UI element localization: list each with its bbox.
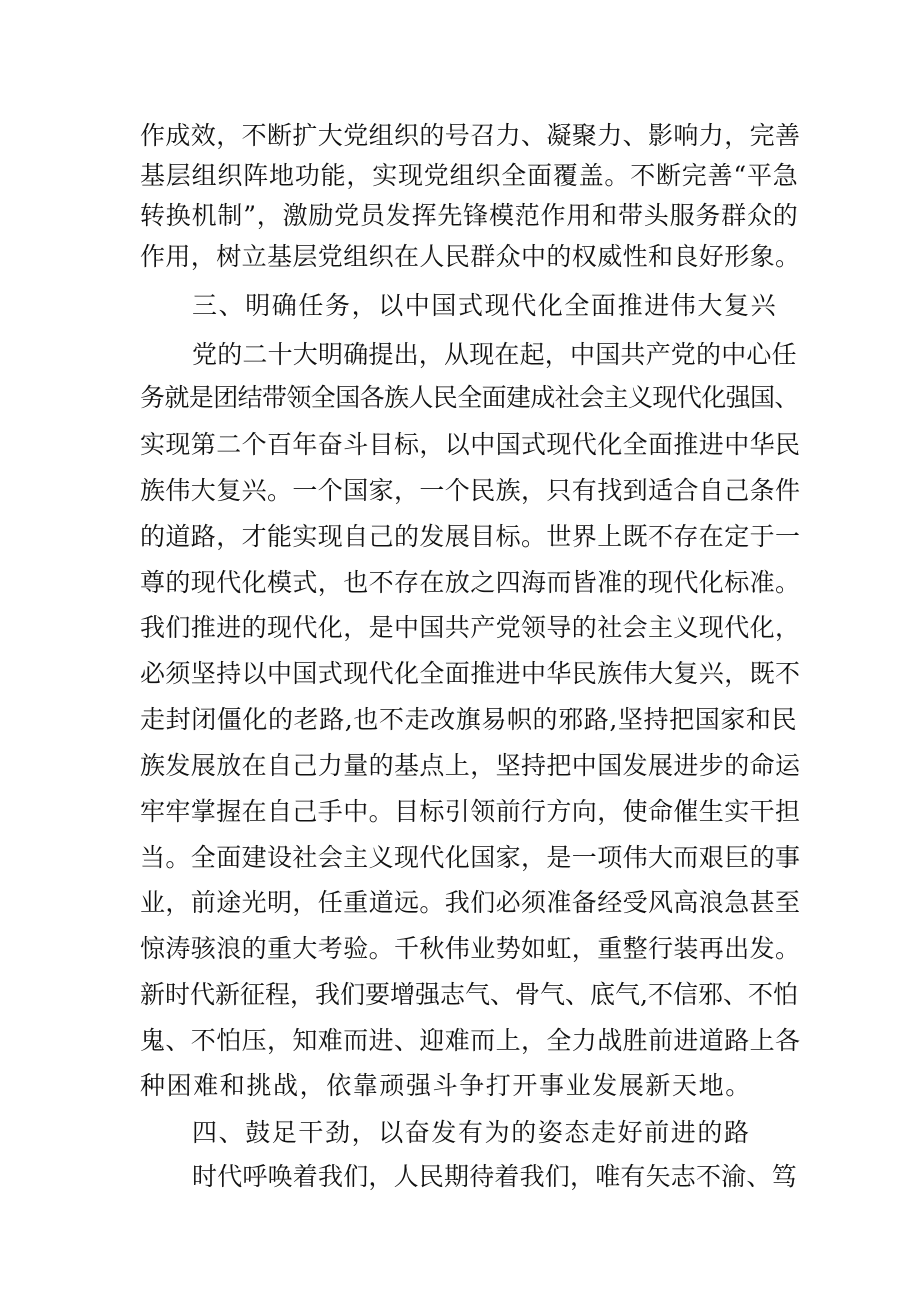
text-line: 族发展放在自己力量的基点上，坚持把中国发展进步的命运 xyxy=(140,751,801,780)
text-line: 时代呼唤着我们，人民期待着我们，唯有矢志不渝、笃 xyxy=(192,1162,797,1191)
text-line: 族伟大复兴。一个国家，一个民族，只有找到适合自己条件 xyxy=(140,476,801,505)
section-heading-4: 四、鼓足干劲，以奋发有为的姿态走好前进的路 xyxy=(192,1118,751,1147)
text-line: 作成效，不断扩大党组织的号召力、凝聚力、影响力，完善 xyxy=(140,121,801,150)
text-line: 新时代新征程，我们要增强志气、骨气、底气,不信邪、不怕 xyxy=(140,980,798,1009)
text-line: 基层组织阵地功能，实现党组织全面覆盖。不断完善“平急 xyxy=(140,161,799,190)
text-line: 尊的现代化模式，也不存在放之四海而皆准的现代化标准。 xyxy=(140,568,801,597)
text-line: 牢牢掌握在自己手中。目标引领前行方向，使命催生实干担 xyxy=(140,797,801,826)
section-heading-3: 三、明确任务，以中国式现代化全面推进伟大复兴 xyxy=(192,291,778,320)
text-line: 转换机制”，激励党员发挥先锋模范作用和带头服务群众的 xyxy=(140,201,799,230)
text-line: 实现第二个百年奋斗目标，以中国式现代化全面推进中华民 xyxy=(140,430,801,459)
text-line: 惊涛骇浪的重大考验。千秋伟业势如虹，重整行装再出发。 xyxy=(140,934,801,963)
text-line: 务就是团结带领全国各族人民全面建成社会主义现代化强国、 xyxy=(140,383,799,412)
text-line: 党的二十大明确提出，从现在起，中国共产党的中心任 xyxy=(192,340,797,369)
text-line: 作用，树立基层党组织在人民群众中的权威性和良好形象。 xyxy=(140,242,801,271)
text-line: 业，前途光明，任重道远。我们必须准备经受风高浪急甚至 xyxy=(140,888,801,917)
text-line: 鬼、不怕压，知难而进、迎难而上，全力战胜前进道路上各 xyxy=(140,1026,801,1055)
text-line: 走封闭僵化的老路,也不走改旗易帜的邪路,坚持把国家和民 xyxy=(140,705,798,734)
text-line: 种困难和挑战，依靠顽强斗争打开事业发展新天地。 xyxy=(140,1071,752,1100)
text-line: 的道路，才能实现自己的发展目标。世界上既不存在定于一 xyxy=(140,522,801,551)
text-line: 我们推进的现代化，是中国共产党领导的社会主义现代化， xyxy=(140,613,801,642)
text-line: 当。全面建设社会主义现代化国家，是一项伟大而艰巨的事 xyxy=(140,843,801,872)
text-line: 必须坚持以中国式现代化全面推进中华民族伟大复兴，既不 xyxy=(140,659,801,688)
